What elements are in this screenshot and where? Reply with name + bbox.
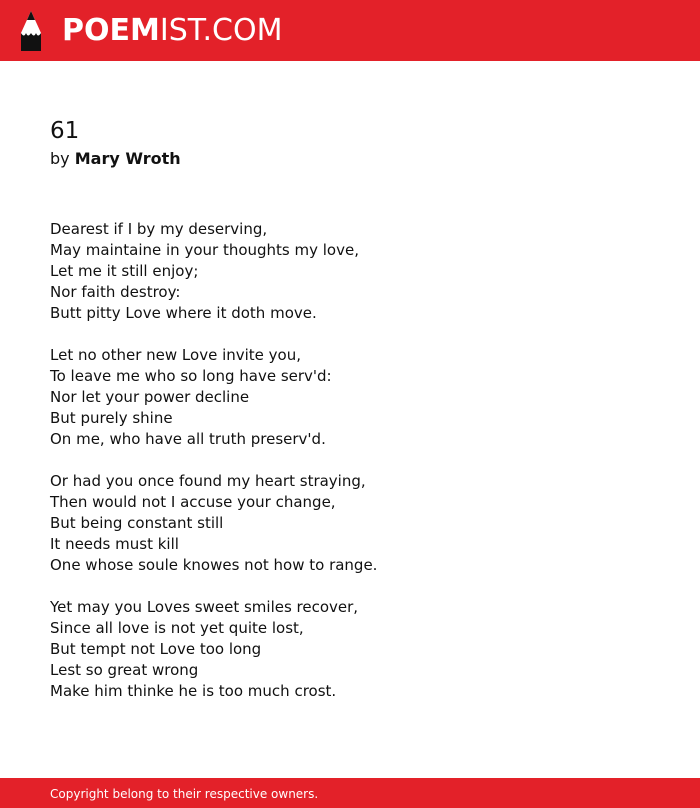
poem-author: Mary Wroth (74, 149, 181, 168)
poem-line: Nor faith destroy: (50, 283, 181, 301)
poem-line: Let no other new Love invite you, (50, 346, 301, 364)
poem-line: On me, who have all truth preserv'd. (50, 430, 326, 448)
poem-line: Let me it still enjoy; (50, 262, 199, 280)
site-header (0, 0, 700, 61)
stanza (50, 219, 650, 324)
poem-line: Since all love is not yet quite lost, (50, 619, 304, 637)
poem-line: Or had you once found my heart straying, (50, 472, 366, 490)
poem-title: 61 (50, 118, 80, 144)
poem-body (50, 219, 650, 723)
copyright-text: Copyright belong to their respective owners. (50, 787, 319, 801)
poem-line: It needs must kill (50, 535, 179, 553)
poem-line: But purely shine (50, 409, 173, 427)
poem-line: Nor let your power decline (50, 388, 250, 406)
poem-byline (50, 149, 181, 169)
stanza (50, 471, 650, 576)
poem-line: Lest so great wrong (50, 661, 199, 679)
pencil-tip-icon[interactable] (17, 10, 45, 52)
poem-line: But tempt not Love too long (50, 640, 262, 658)
poem-line: Yet may you Loves sweet smiles recover, (50, 598, 359, 616)
logo-light-text: IST.COM (159, 13, 283, 48)
poem-line: May maintaine in your thoughts my love, (50, 241, 359, 259)
poem-line: Butt pitty Love where it doth move. (50, 304, 317, 322)
stanza (50, 345, 650, 450)
poem-line: But being constant still (50, 514, 224, 532)
poem-line: One whose soule knowes not how to range. (50, 556, 378, 574)
byline-prefix: by (50, 149, 70, 168)
poem-line: Then would not I accuse your change, (50, 493, 336, 511)
poem-line: Dearest if I by my deserving, (50, 220, 268, 238)
poem-line: To leave me who so long have serv'd: (50, 367, 332, 385)
site-footer (0, 778, 700, 808)
logo-bold-text: POEM (62, 13, 160, 48)
site-logo[interactable] (62, 11, 282, 51)
stanza (50, 597, 650, 702)
poem-line: Make him thinke he is too much crost. (50, 682, 337, 700)
